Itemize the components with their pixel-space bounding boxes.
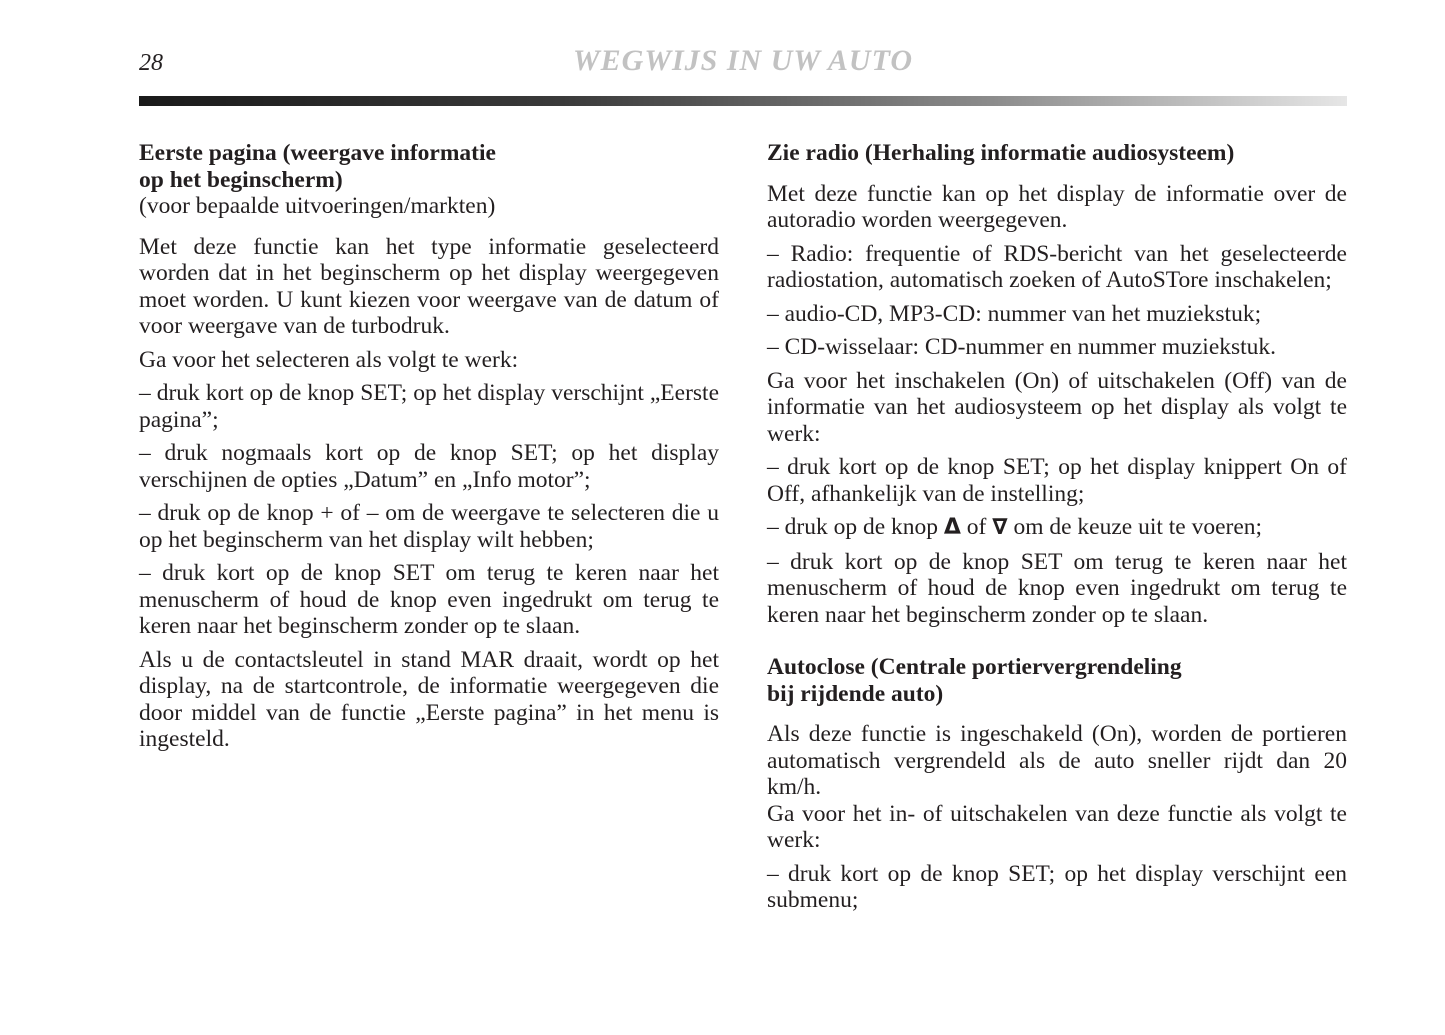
- step-text: om de keuze uit te voeren;: [1013, 514, 1263, 540]
- right-column: [767, 140, 1347, 921]
- heading-line: op het beginscherm): [139, 166, 343, 193]
- instruction-step: [767, 514, 1347, 542]
- page-number: 28: [139, 50, 163, 76]
- instruction-step: – audio-CD, MP3-CD: nummer van het muziekstuk;: [767, 300, 1262, 327]
- triangle-up-icon: Δ: [943, 515, 961, 540]
- paragraph: Als deze functie is ingeschakeld (On), worden de portieren automatisch vergrendeld als de auto sneller rijdt dan 20 km/h.: [767, 721, 1347, 800]
- paragraph: Ga voor het in- of uitschakelen van deze functie als volgt te werk:: [767, 800, 1347, 853]
- heading-line: Eerste pagina (weergave informatie: [139, 140, 496, 166]
- header-rule: [139, 96, 1347, 106]
- triangle-down-icon: ∇: [992, 515, 1008, 540]
- paragraph: Ga voor het inschakelen (On) of uitschakelen (Off) van de informatie van het audiosysteem op het display als volgt te werk:: [767, 367, 1347, 447]
- instruction-step: – druk kort op de knop SET; op het display verschijnt „Eerste pagina”;: [139, 380, 719, 433]
- instruction-step: – druk kort op de knop SET om terug te keren naar het menuscherm of houd de knop even ingedrukt om terug te keren naar het beginscherm zonder op te slaan.: [767, 548, 1347, 628]
- instruction-step: – CD-wisselaar: CD-nummer en nummer muziekstuk.: [767, 334, 1277, 360]
- instruction-step: – druk kort op de knop SET; op het display verschijnt een submenu;: [767, 860, 1347, 913]
- instruction-step: – druk kort op de knop SET; op het display knippert On of Off, afhankelijk van de instelling;: [767, 454, 1347, 507]
- running-title: WEGWIJS IN UW AUTO: [572, 44, 914, 77]
- section-heading-autoclose: [767, 654, 1347, 707]
- instruction-step: – druk kort op de knop SET om terug te keren naar het menuscherm of houd de knop even ingedrukt om terug te keren naar het beginscherm zonder op te slaan.: [139, 560, 719, 639]
- paragraph: Ga voor het selecteren als volgt te werk:: [139, 346, 519, 373]
- step-text: of: [966, 514, 987, 540]
- instruction-step: – druk nogmaals kort op de knop SET; op het display verschijnen de opties „Datum” en „Info motor”;: [139, 440, 719, 493]
- instruction-step: – Radio: frequentie of RDS-bericht van het geselecteerde radiostation, automatisch zoeken of AutoSTore inschakelen;: [767, 240, 1347, 293]
- paragraph: Met deze functie kan het type informatie geselecteerd worden dat in het beginscherm op het display weergegeven moet worden. U kunt kiezen voor weergave van de datum of voor weergave van de turbodruk.: [139, 233, 719, 339]
- paragraph: Als u de contactsleutel in stand MAR draait, wordt op het display, na de startcontrole, de informatie weergegeven die door middel van de functie „Eerste pagina” in het menu is ingesteld.: [139, 646, 719, 752]
- section-heading-zie-radio: Zie radio (Herhaling informatie audiosysteem): [767, 140, 1235, 166]
- heading-line: Autoclose (Centrale portiervergrendeling: [767, 654, 1182, 680]
- instruction-step: – druk op de knop + of – om de weergave te selecteren die u op het beginscherm van het display wilt hebben;: [139, 500, 719, 553]
- left-column: [139, 140, 719, 760]
- heading-line: bij rijdende auto): [767, 680, 944, 707]
- paragraph: Met deze functie kan op het display de informatie over de autoradio worden weergegeven.: [767, 180, 1347, 233]
- section-subheading: (voor bepaalde uitvoeringen/markten): [139, 193, 496, 219]
- section-heading-eerste-pagina: [139, 140, 719, 193]
- step-text: – druk op de knop: [767, 514, 939, 540]
